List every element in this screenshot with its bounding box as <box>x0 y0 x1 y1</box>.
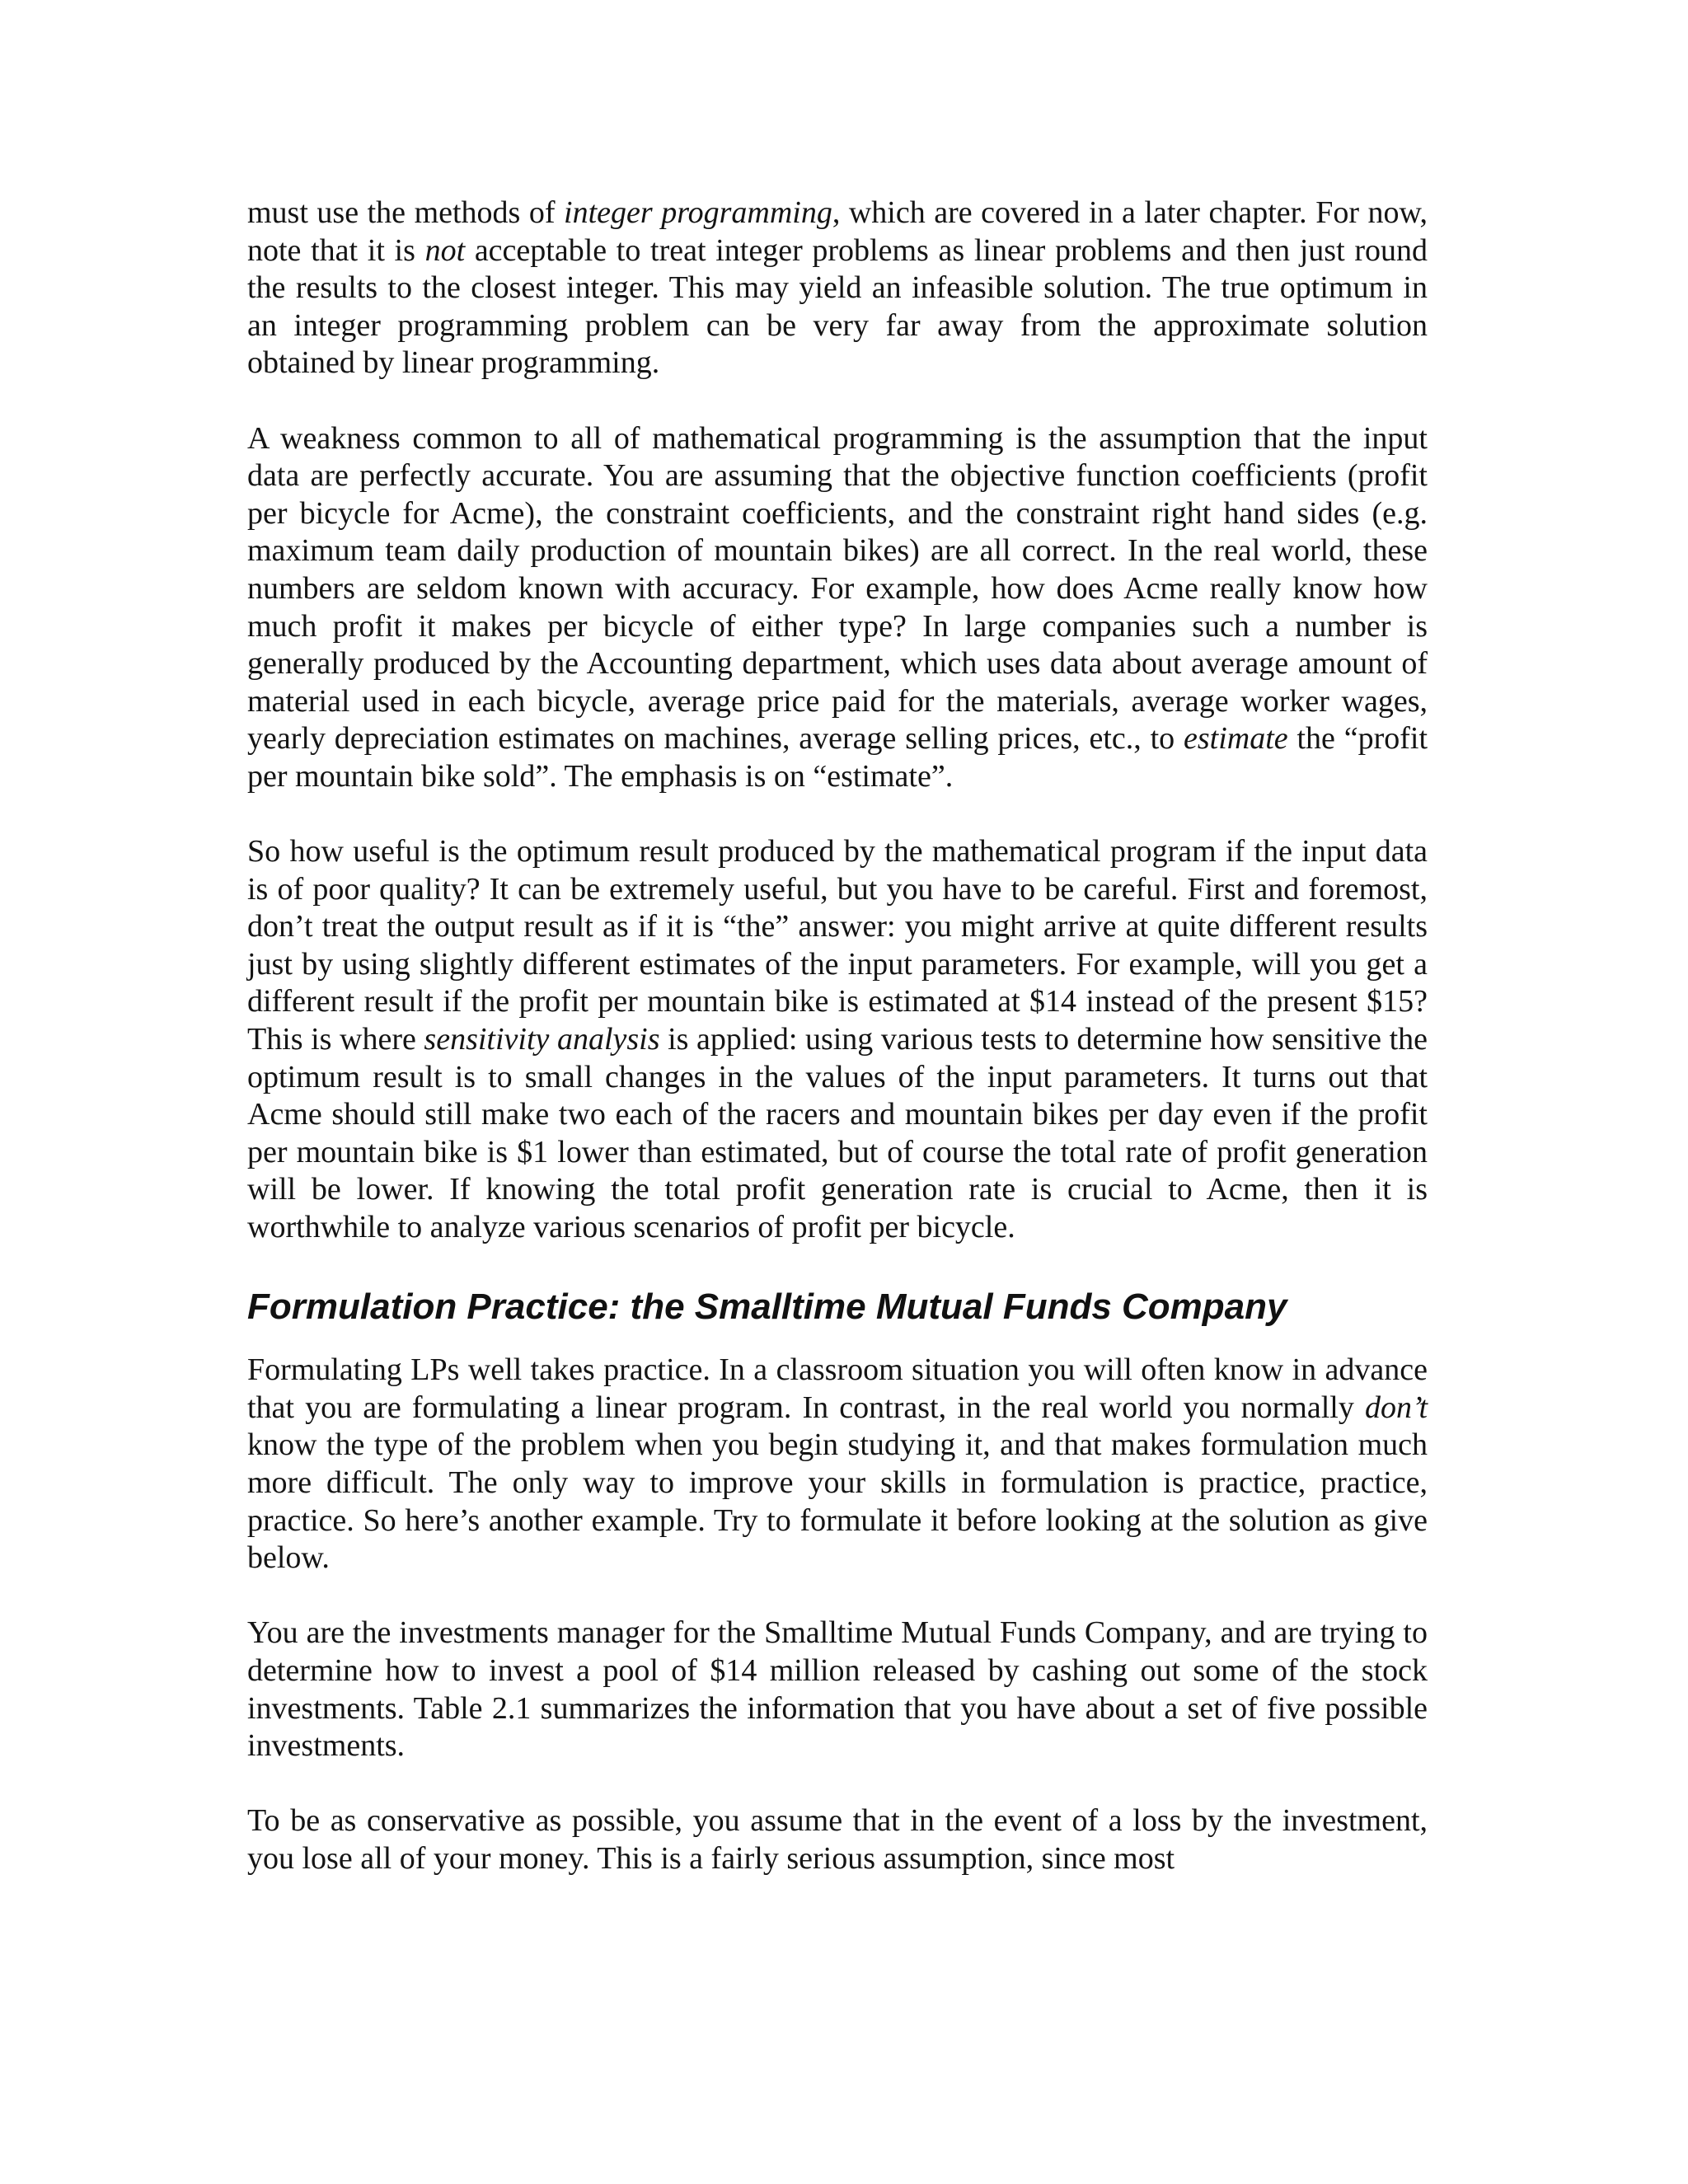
text-run: acceptable to treat integer problems as linear problems and then just round the results to the closest integer. This may yield an infeasible solution. The true optimum in an integer programming problem can be very far away from the approximate solution obtained by linear programming. <box>247 232 1428 381</box>
text-run: know the type of the problem when you begin studying it, and that makes formulation much more difficult. The only way to improve your skills in formulation is practice, practice, practice. So here’s another example. Try to formulate it before looking at the solution as give below. <box>247 1427 1428 1576</box>
paragraph-formulation-practice <box>247 1352 1428 1577</box>
section-heading: Formulation Practice: the Smalltime Mutual Funds Company <box>247 1286 1287 1328</box>
text-run: is applied: using various tests to determine how sensitive the optimum result is to small changes in the values of the input parameters. It turns out that Acme should still make two each of the racers and mountain bikes per day even if the profit per mountain bike is $1 lower than estimated, but of course the total rate of profit generation will be lower. If knowing the total profit generation rate is crucial to Acme, then it is worthwhile to analyze various scenarios of profit per bicycle. <box>247 1022 1428 1245</box>
emphasis-integer-programming: integer programming <box>564 195 832 230</box>
text-run: the “profit per mountain bike sold”. The emphasis is on “estimate”. <box>247 721 1428 794</box>
paragraph-conservative-assumption <box>247 1802 1428 1877</box>
document-page <box>247 194 1428 1878</box>
paragraph-sensitivity-analysis <box>247 833 1428 1247</box>
emphasis-not: not <box>424 232 466 268</box>
text-run: To be as conservative as possible, you assume that in the event of a loss by the investment, you lose all of your money. This is a fairly serious assumption, since most <box>247 1803 1428 1876</box>
text-run: So how useful is the optimum result produced by the mathematical program if the input data is of poor quality? It can be extremely useful, but you have to be careful. First and foremost, don’t treat the output result as if it is “the” answer: you might arrive at quite different results just by using slightly different estimates of the input parameters. For example, will you get a different result if the profit per mountain bike is estimated at $14 instead of the present $15? This is where <box>247 834 1428 1057</box>
emphasis-estimate: estimate <box>1183 721 1288 757</box>
text-run: , which are covered in a later chapter. For now, note that it is <box>247 195 1428 268</box>
emphasis-sensitivity-analysis: sensitivity analysis <box>424 1022 660 1057</box>
text-run: A weakness common to all of mathematical programming is the assumption that the input data are perfectly accurate. You are assuming that the objective function coefficients (profit per bicycle for Acme), the constraint coefficients, and the constraint right hand sides (e.g. maximum team daily production of mountain bikes) are all correct. In the real world, these numbers are seldom known with accuracy. For example, how does Acme really know how much profit it makes per bicycle of either type? In large companies such a number is generally produced by the Accounting department, which uses data about average amount of material used in each bicycle, average price paid for the materials, average worker wages, yearly depreciation estimates on machines, average selling prices, etc., to <box>247 420 1428 757</box>
text-run: You are the investments manager for the Smalltime Mutual Funds Company, and are trying to determine how to invest a pool of $14 million released by cashing out some of the stock investments. Table 2.1 summarizes the information that you have about a set of five possible investments. <box>247 1615 1428 1764</box>
paragraph-investments-manager <box>247 1615 1428 1765</box>
paragraph-input-data-weakness <box>247 420 1428 796</box>
emphasis-dont: don’t <box>1365 1390 1428 1425</box>
text-run: must use the methods of <box>247 195 565 230</box>
paragraph-integer-programming <box>247 194 1428 382</box>
text-run: Formulating LPs well takes practice. In a classroom situation you will often know in advance that you are formulating a linear program. In contrast, in the real world you normally <box>247 1352 1428 1425</box>
